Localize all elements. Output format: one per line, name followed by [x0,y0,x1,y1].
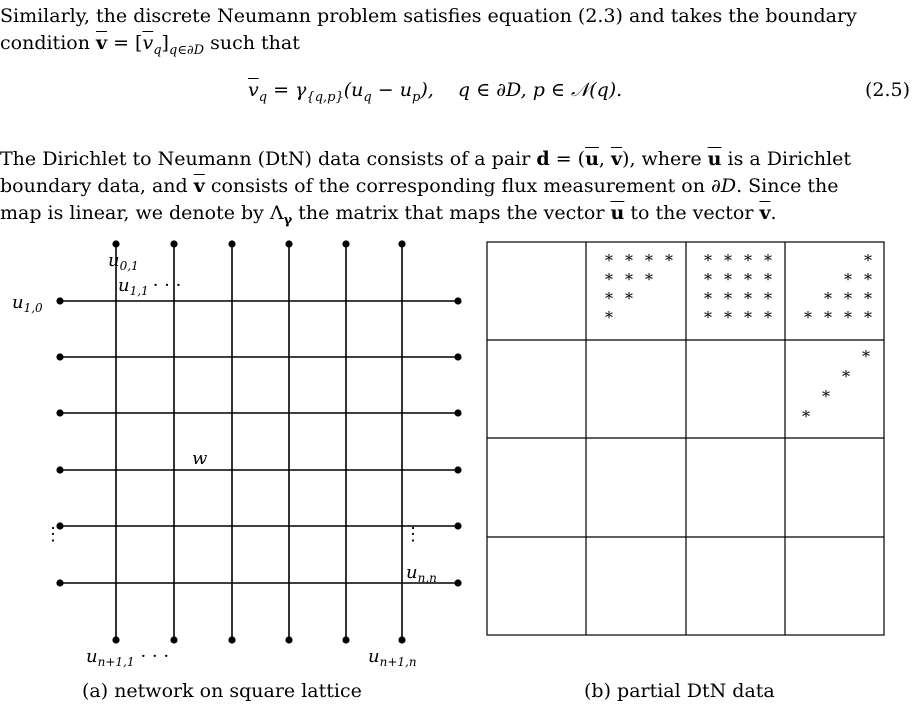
star-b13-3-0: * [704,308,712,327]
lattice-edges [60,244,458,640]
paragraph-dtn-line-3: map is linear, we denote by $\Lambda_\gamma$ the matrix that maps the vector $\overline{u}$ to the vector $\overline{v}$. [0,202,777,228]
star-b13-1-1: * [724,270,732,289]
node-left-2 [56,353,63,360]
label-u10: $u_{1,0}$ [12,292,43,315]
node-left-1 [56,297,63,304]
star-b14-3-0: * [804,308,812,327]
star-b13-0-0: * [704,251,712,270]
node-bottom-6 [398,636,405,643]
node-left-4 [56,466,63,473]
star-b24-1: * [842,367,850,386]
label-w: w [192,448,208,469]
star-b14-2-3: * [864,289,872,308]
label-u11: $u_{1,1}$ · · · [118,275,182,298]
star-b12-1-2: * [645,270,653,289]
vdots-left: ⋮ [44,524,62,545]
star-b24-3: * [802,407,810,426]
star-b12-0-1: * [625,251,633,270]
label-unn: $u_{n,n}$ [406,562,437,585]
node-right-6 [454,579,461,586]
node-bottom-4 [285,636,292,643]
star-b13-1-0: * [704,270,712,289]
star-b13-3-1: * [724,308,732,327]
star-b13-0-3: * [764,251,772,270]
star-b14-2-2: * [844,289,852,308]
star-b12-1-1: * [625,270,633,289]
star-b12-0-2: * [645,251,653,270]
paragraph-dtn-line-2: boundary data, and $\overline{v}$ consists of the corresponding flux measurement on ∂D. Since the [0,175,839,197]
star-b12-2-1: * [625,289,633,308]
star-b14-3-3: * [864,308,872,327]
node-top-3 [228,240,235,247]
node-right-3 [454,409,461,416]
star-b13-2-3: * [764,289,772,308]
node-left-6 [56,579,63,586]
star-b13-3-3: * [764,308,772,327]
node-top-5 [342,240,349,247]
node-bottom-3 [228,636,235,643]
node-right-1 [454,297,461,304]
star-b14-3-1: * [824,308,832,327]
star-b12-2-0: * [605,289,613,308]
caption-a: (a) network on square lattice [82,680,362,702]
node-right-2 [454,353,461,360]
star-b12-1-0: * [605,270,613,289]
node-right-5 [454,522,461,529]
star-b24-2: * [822,387,830,406]
star-b13-1-2: * [744,270,752,289]
label-un1n: $u_{n+1,n}$ [368,646,417,669]
star-b14-3-2: * [844,308,852,327]
star-b13-3-2: * [744,308,752,327]
star-b13-2-0: * [704,289,712,308]
star-b13-0-1: * [724,251,732,270]
star-b14-2-1: * [824,289,832,308]
equation-body: $\overline{v}_q = \gamma_{\{q,p\}}(u_q - u_p)$, q ∈ ∂D, p ∈ 𝒩(q). [248,79,623,105]
node-top-1 [112,240,119,247]
matrix-entries [605,251,872,426]
paragraph-dtn-line-1: The Dirichlet to Neumann (DtN) data consists of a pair $d = (\overline{u}$, $\overline{v}$), where $\overline{u}$ is a Dirichlet [0,148,852,170]
star-b24-0: * [862,347,870,366]
figure-b-matrix [487,242,884,635]
node-top-6 [398,240,405,247]
caption-b: (b) partial DtN data [584,680,775,702]
node-top-4 [285,240,292,247]
label-u01: $u_{0,1}$ [108,250,139,273]
vdots-right: ⋮ [404,524,422,545]
label-un11: $u_{n+1,1}$ · · · [86,646,170,669]
node-bottom-2 [170,636,177,643]
equation-number: (2.5) [864,79,910,101]
star-b13-0-2: * [744,251,752,270]
node-left-3 [56,409,63,416]
star-b13-1-3: * [764,270,772,289]
star-b12-0-0: * [605,251,613,270]
star-b14-1-3: * [864,270,872,289]
star-b14-0-3: * [864,251,872,270]
node-bottom-1 [112,636,119,643]
paragraph-neumann-line-2: condition $\overline{v} = [\overline{v}_q]_{q\in\partial D}$ such that [0,32,300,58]
star-b13-2-2: * [744,289,752,308]
node-right-4 [454,466,461,473]
star-b13-2-1: * [724,289,732,308]
paragraph-neumann-line-1: Similarly, the discrete Neumann problem satisfies equation (2.3) and takes the boundary [0,5,857,27]
node-top-2 [170,240,177,247]
star-b12-3-0: * [605,308,613,327]
star-b14-1-2: * [844,270,852,289]
star-b12-0-3: * [665,251,673,270]
node-bottom-5 [342,636,349,643]
